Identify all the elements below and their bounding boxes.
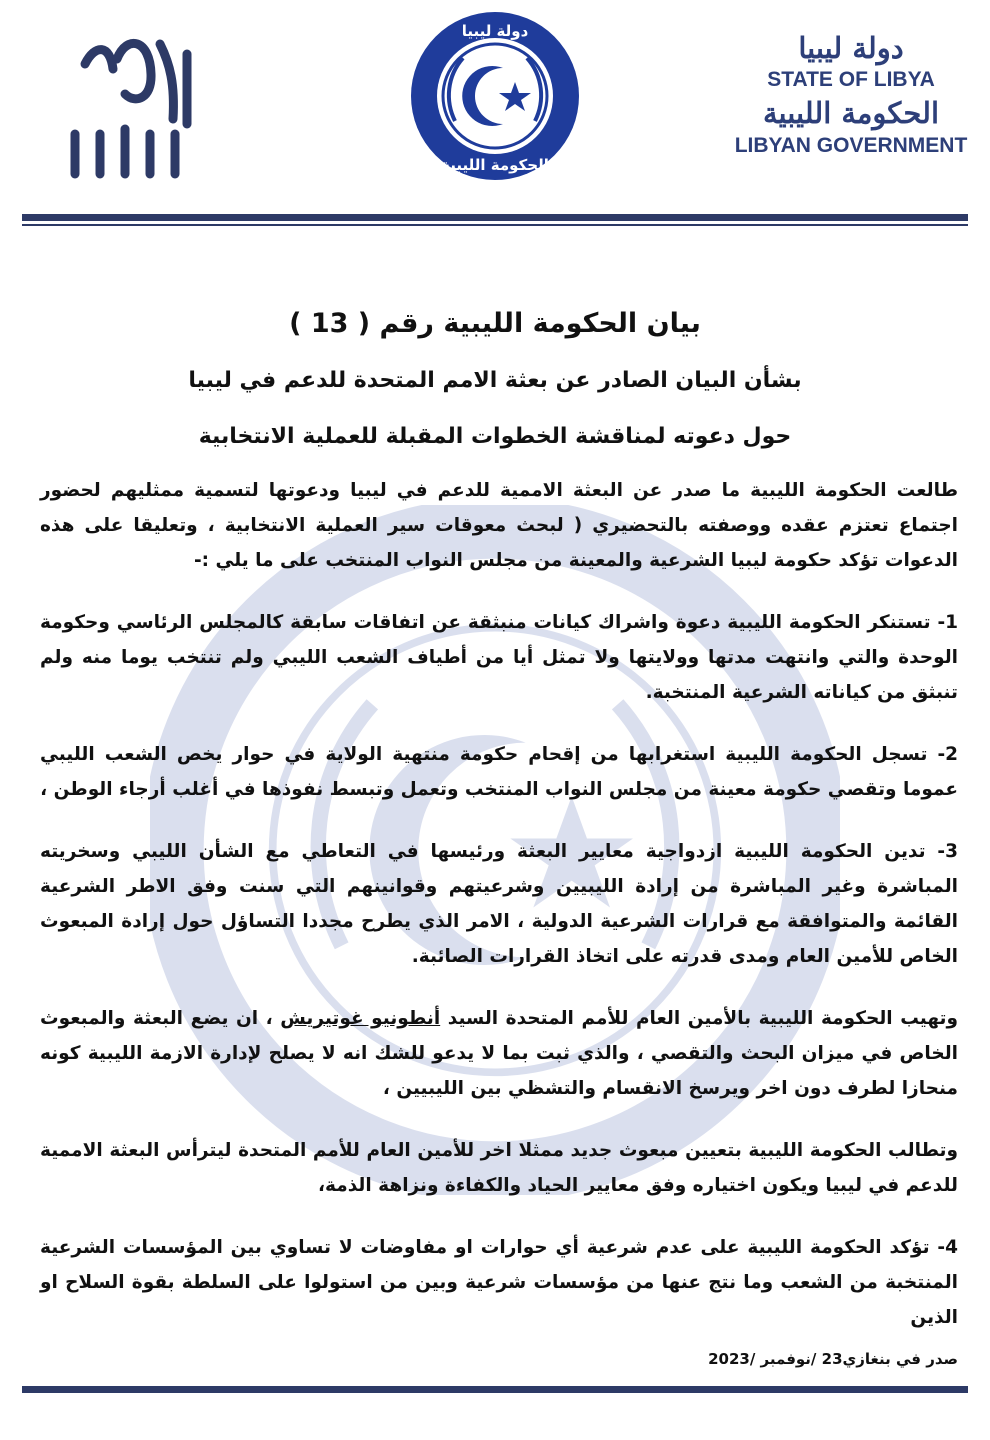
bayan-logo bbox=[55, 24, 205, 184]
statement-body bbox=[40, 473, 958, 1362]
demand-paragraph: وتطالب الحكومة الليبية بتعيين مبعوث جديد ممثلا اخر للأمين العام للأمم المتحدة ليترأس البعثة الاممية للدعم في ليبيا ويكون اختياره وفق معايير الحياد والكفاءة ونزاهة الذمة، bbox=[40, 1140, 958, 1196]
header-divider-thin bbox=[22, 224, 968, 226]
statement-subtitle-2: حول دعوته لمناقشة الخطوات المقبلة للعملية الانتخابية bbox=[198, 424, 792, 449]
secretary-general-name: أنطونيو غوتيريش bbox=[280, 1008, 441, 1029]
government-name-english: LIBYAN GOVERNMENT bbox=[734, 134, 968, 157]
government-name-arabic: الحكومة الليبية bbox=[762, 96, 940, 130]
point-3-paragraph: 3- تدين الحكومة الليبية ازدواجية معايير البعثة ورئيسها في التعاطي مع الشأن الليبي وسخريته المباشرة وغير المباشرة من إرادة الليبيين وشرعيتهم وقوانينهم التي سنت وفق الاطر الشرعية القائمة والمتوافقة مع قرارات الشرعية الدولية ، الامر الذي يطرح مجددا التساؤل حول إرادة المبعوث الخاص للأمين العام ومدى قدرته على اتخاذ القرارات الصائبة. bbox=[40, 841, 958, 967]
state-seal bbox=[405, 6, 585, 186]
header-divider bbox=[22, 214, 968, 221]
appeal-text-end: ، ان يضع البعثة والمبعوث الخاص في ميزان البحث والتقصي ، والذي ثبت بما لا يدعو للشك انه لا يصلح لإدارة الازمة الليبية كونه منحازا لطرف دون اخر ويرسخ الانقسام والتشظي بين الليبيين ، bbox=[40, 1008, 958, 1099]
point-1-paragraph: 1- تستنكر الحكومة الليبية دعوة واشراك كيانات منبثقة عن اتفاقات سابقة كالمجلس الرئاسي وحكومة الوحدة والتي وانتهت مدتها وولايتها ولا تمثل أيا من أطياف الشعب الليبي ولم تنتخب يوما منه ولم تنبثق من كياناته الشرعية المنتخبة. bbox=[40, 612, 958, 703]
svg-text:الحكومة الليبية: الحكومة الليبية bbox=[441, 156, 549, 174]
statement-title: بيان الحكومة الليبية رقم ( 13 ) bbox=[289, 308, 701, 339]
statement-subtitle-1: بشأن البيان الصادر عن بعثة الامم المتحدة للدعم في ليبيا bbox=[188, 368, 802, 393]
appeal-text-start: وتهيب الحكومة الليبية بالأمين العام للأمم المتحدة السيد bbox=[440, 1008, 958, 1029]
point-2-paragraph: 2- تسجل الحكومة الليبية استغرابها من إقحام حكومة منتهية الولاية في حوار يخص الشعب الليبي عموما وتقصي حكومة معينة من مجلس النواب المنتخب وتعمل وتبسط نفوذها في أغلب أرجاء الوطن ، bbox=[40, 744, 958, 800]
appeal-paragraph bbox=[40, 1001, 958, 1106]
seal-inner-disc bbox=[437, 38, 553, 154]
state-name-arabic: دولة ليبيا bbox=[798, 31, 904, 65]
intro-paragraph: طالعت الحكومة الليبية ما صدر عن البعثة الاممية للدعم في ليبيا ودعوتها لتسمية ممثليهم لحضور اجتماع تعتزم عقده ووصفته بالتحضيري ( لبحث معوقات سير العملية الانتخابية ، وتعليقا على هذه الدعوات تؤكد حكومة ليبيا الشرعية والمعينة من مجلس النواب المنتخب على ما يلي :- bbox=[40, 480, 958, 571]
svg-text:دولة ليبيا: دولة ليبيا bbox=[461, 22, 529, 40]
point-4-paragraph: 4- تؤكد الحكومة الليبية على عدم شرعية أي حوارات او مفاوضات لا تساوي بين المؤسسات الشرعية المنتخبة من الشعب وما نتج عنها من مؤسسات شرعية وبين من استولوا على السلطة بقوة السلاح او الذين bbox=[40, 1237, 958, 1328]
issue-date: صدر في بنغازي23 /نوفمبر /2023 bbox=[708, 1350, 958, 1368]
header-masthead bbox=[726, 30, 976, 160]
state-name-english: STATE OF LIBYA bbox=[767, 68, 935, 91]
footer-divider bbox=[22, 1386, 968, 1393]
svg-text:بيان: بيان bbox=[130, 171, 147, 182]
